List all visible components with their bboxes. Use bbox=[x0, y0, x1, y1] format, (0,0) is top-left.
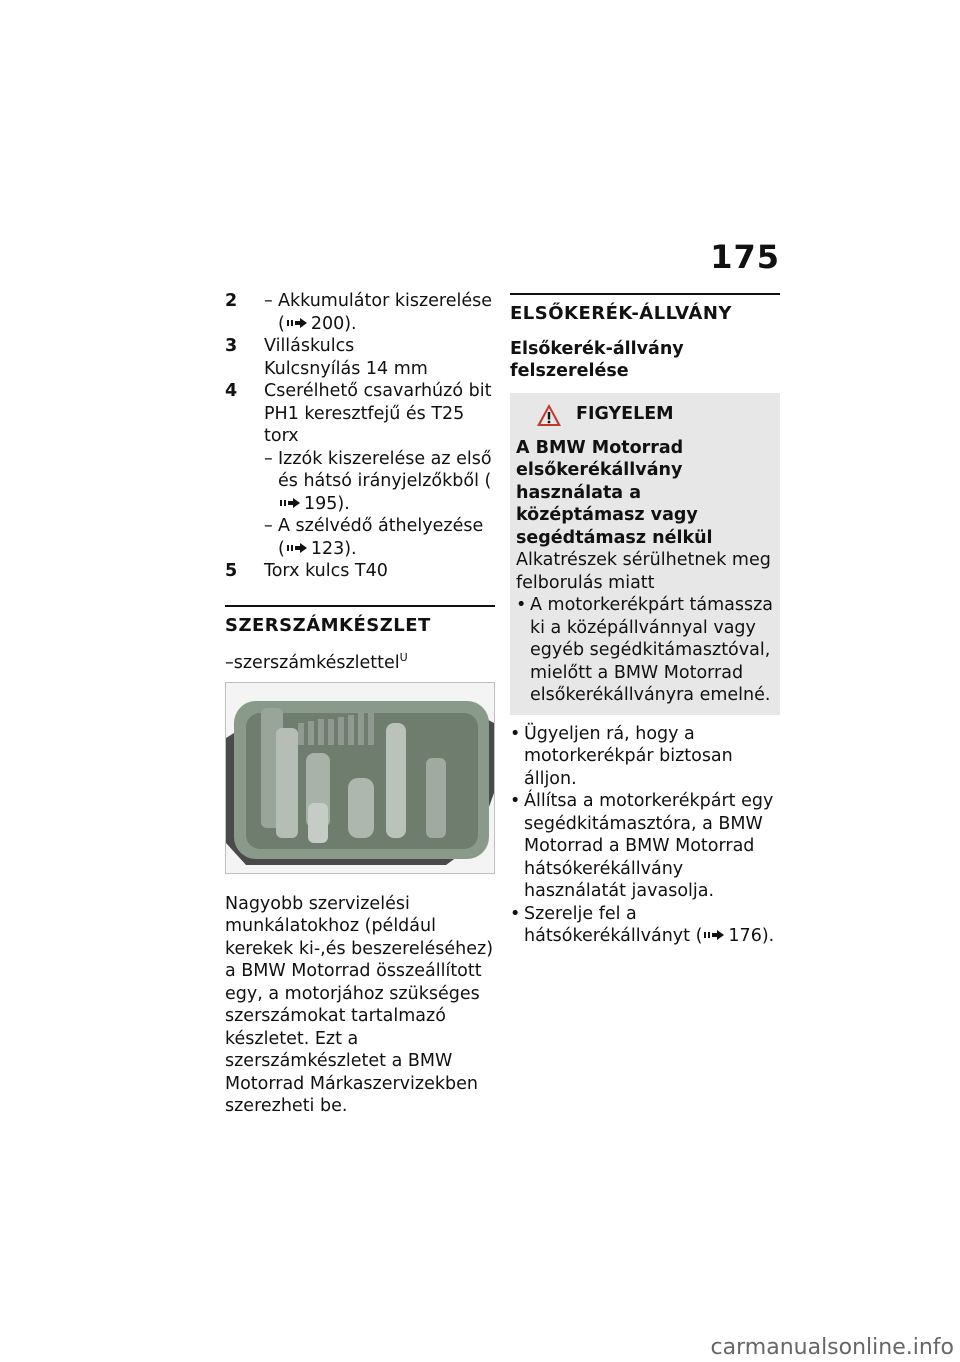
list-item: • Szerelje fel a hátsókerékállványt ( 176). bbox=[510, 903, 775, 946]
toolkit-subline: –szerszámkészlettel$^U$ bbox=[225, 651, 408, 673]
list-item: • Ügyeljen rá, hogy a motorkerékpár biztosan álljon. bbox=[510, 723, 733, 789]
item-number: 5 bbox=[225, 561, 238, 581]
page-ref[interactable]: 195). bbox=[304, 493, 350, 514]
dash-line: – A szélvédő áthelyezése ( 123). bbox=[264, 516, 484, 559]
warning-triangle-icon bbox=[536, 403, 562, 427]
subsection-heading: Elsőkerék-állvány felszerelése bbox=[510, 338, 684, 381]
item-number: 3 bbox=[225, 336, 238, 356]
section-heading-front-stand: ELSŐKERÉK-ÁLLVÁNY bbox=[510, 293, 780, 326]
warning-bullet: • A motorkerékpárt támassza ki a középállvánnyal vagy egyéb segédkitámasztóval, mielőtt a BMW Motorrad elsőkerékállványra emelné. bbox=[516, 595, 773, 705]
tool-item-2 bbox=[225, 290, 495, 335]
arrow-right-icon bbox=[280, 498, 300, 508]
warning-heading: A BMW Motorrad elsőkerékállvány használata a középtámasz vagy segédtámasz nélkül bbox=[516, 437, 713, 548]
warning-box bbox=[510, 393, 780, 715]
toolkit-photo bbox=[225, 682, 495, 874]
page-ref[interactable]: 123). bbox=[310, 538, 357, 559]
warning-title: FIGYELEM bbox=[516, 403, 774, 427]
watermark: carmanualsonline.info bbox=[710, 1335, 954, 1360]
arrow-right-icon bbox=[287, 543, 307, 553]
dash-line: – Izzók kiszerelése az első és hátsó irányjelzőkből (195). bbox=[264, 448, 492, 514]
item-text: Kulcsnyílás 14 mm bbox=[264, 358, 428, 379]
dash-line: – Akkumulátor kiszerelése ( 200). bbox=[264, 291, 492, 334]
item-number: 4 bbox=[225, 381, 238, 401]
tool-item-5 bbox=[225, 560, 495, 583]
toolkit-paragraph: Nagyobb szervizelési munkálatokhoz (például kerekek ki-,és beszereléséhez) a BMW Motorrad összeállított egy, a motorjához szükséges szerszámokat tartalmazó készletet. Ezt a szerszámkészletet a BMW Motorrad Márkaszervizekben szerezheti be. bbox=[225, 893, 494, 1117]
page-number: 175 bbox=[710, 238, 780, 276]
item-text: Torx kulcs T40 bbox=[264, 561, 388, 581]
tool-item-3 bbox=[225, 335, 495, 380]
item-text: Cserélhető csavarhúzó bit PH1 keresztfejű és T25 torx bbox=[264, 381, 492, 446]
item-text: Villáskulcs bbox=[264, 336, 355, 356]
instruction-list bbox=[510, 723, 780, 948]
list-item: • Állítsa a motorkerékpárt egy segédkitámasztóra, a BMW Motorrad a BMW Motorrad hátsókerékállvány használatát javasolja. bbox=[510, 791, 774, 901]
arrow-right-icon bbox=[287, 318, 307, 328]
arrow-right-icon bbox=[704, 930, 724, 940]
section-heading-toolkit: SZERSZÁMKÉSZLET bbox=[225, 605, 495, 638]
tool-item-4 bbox=[225, 380, 495, 560]
left-column bbox=[225, 290, 495, 1118]
right-column bbox=[510, 293, 780, 948]
page-ref[interactable]: 200). bbox=[310, 313, 357, 334]
warning-consequence: Alkatrészek sérülhetnek meg felborulás miatt bbox=[516, 550, 771, 593]
item-number: 2 bbox=[225, 291, 238, 311]
optional-marker: U bbox=[399, 651, 408, 664]
page-ref[interactable]: 176). bbox=[728, 926, 775, 946]
